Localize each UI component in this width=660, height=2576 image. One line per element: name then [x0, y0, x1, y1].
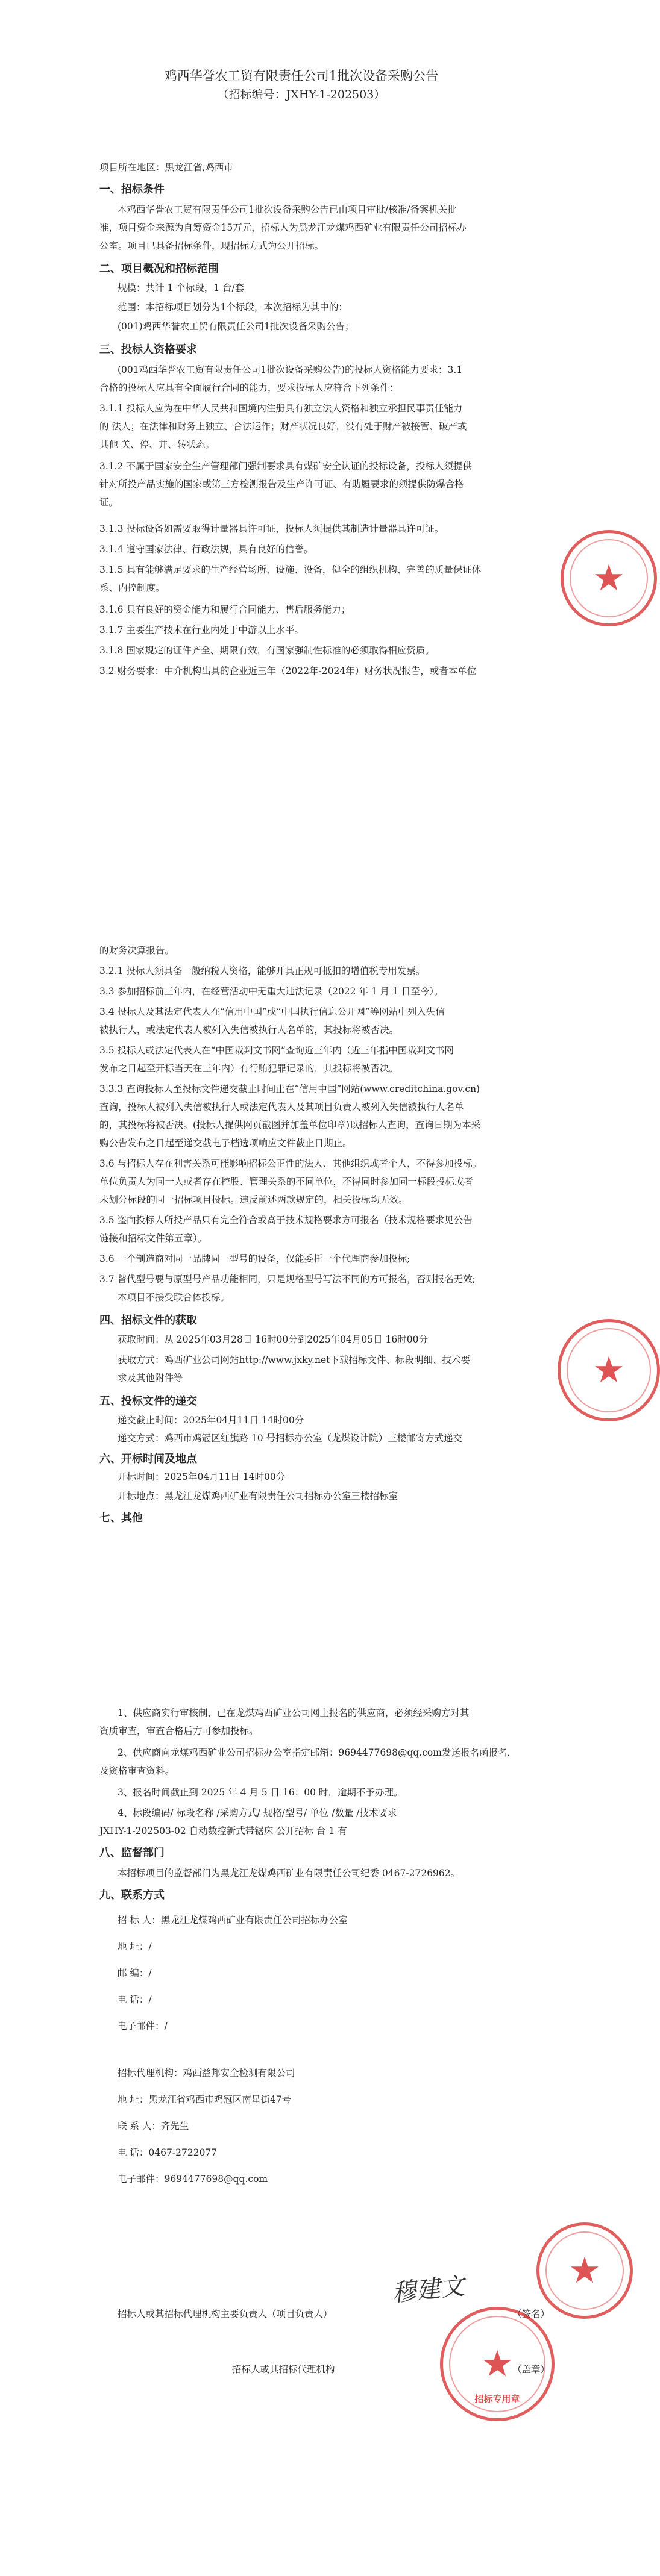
handwritten-signature: 穆建文	[391, 2272, 466, 2308]
text-line: 范围：本招标项目划分为1个标段，本次招标为其中的：	[118, 302, 348, 313]
text-line: (001鸡西华誉农工贸有限责任公司1批次设备采购公告)的投标人资格能力要求：3.1	[118, 364, 463, 375]
tenderer-postcode: 邮 编：/	[118, 1968, 152, 1979]
section-heading-opening: 六、开标时间及地点	[99, 1453, 197, 1465]
text-line: 3.4 投标人及其法定代表人在“信用中国”或“中国执行信息公开网”等网站中列入失信	[99, 1006, 445, 1017]
text-line: 2、供应商向龙煤鸡西矿业公司招标办公室指定邮箱：9694477698@qq.com发送报名函报名，	[118, 1747, 517, 1758]
text-line: 获取时间：从 2025年03月28日 16时00分到2025年04月05日 16时00分	[118, 1334, 428, 1345]
text-line: 获取方式：鸡西矿业公司网站http://www.jxky.net下载招标文件、标段明细、技术要	[118, 1355, 470, 1365]
text-line: 查询，投标人被列入失信被执行人或法定代表人及其项目负责人被列入失信被执行人名单	[99, 1102, 464, 1112]
seal-label: 招标专用章	[474, 2394, 520, 2404]
agent-email: 电子邮件：9694477698@qq.com	[118, 2174, 268, 2185]
text-line: (001)鸡西华誉农工贸有限责任公司1批次设备采购公告；	[118, 321, 354, 332]
text-line: 证。	[99, 497, 119, 508]
text-line: 准，项目资金来源为自筹资金15万元，招标人为黑龙江龙煤鸡西矿业有限责任公司招标办	[99, 222, 467, 233]
text-line: 1、供应商实行审核制，已在龙煤鸡西矿业公司网上报名的供应商，必须经采购方对其	[118, 1707, 470, 1718]
text-line: 3.1.8 国家规定的证件齐全、期限有效，有国家强制性标准的必须取得相应资质。	[99, 645, 435, 656]
tenderer-email: 电子邮件：/	[118, 2021, 168, 2032]
text-line: 发布之日起至开标当天在三年内）有行贿犯罪记录的，其投标将被否决。	[99, 1063, 399, 1074]
agent-address: 地 址：黑龙江省鸡西市鸡冠区南星街47号	[118, 2094, 292, 2105]
text-line: 购公告发布之日起至递交截电子档选项响应文件截止日期止。	[99, 1138, 352, 1149]
seal-star-icon: ★	[592, 1349, 625, 1391]
text-line: 3.1.5 具有能够满足要求的生产经营场所、设施、设备，健全的组织机构、完善的质量保证体	[99, 564, 482, 575]
signature-suffix: （签名）	[512, 2309, 550, 2319]
seal-stamp-top	[561, 530, 657, 626]
seal-star-icon: ★	[481, 2343, 514, 2385]
text-line: 的财务决算报告。	[99, 945, 175, 956]
section-heading-contacts: 九、联系方式	[99, 1889, 165, 1901]
text-line: 的 法人；在法律和财务上独立、合法运作；财产状况良好，没有处于财产被接管、破产或	[99, 421, 467, 432]
text-line: 3.1.3 投标设备如需要取得计量器具许可证，投标人须提供其制造计量器具许可证。	[99, 523, 444, 534]
section-heading-qualifications: 三、投标人资格要求	[99, 343, 197, 356]
section-heading-documents: 四、招标文件的获取	[99, 1314, 197, 1327]
seal-stamp-middle	[558, 1319, 660, 1421]
text-line: 3.1.1 投标人应为在中华人民共和国境内注册具有独立法人资格和独立承担民事责任能力	[99, 403, 463, 414]
text-line: 单位负责人为同一人或者存在控股、管理关系的不同单位，不得同时参加同一标段投标或者	[99, 1176, 474, 1187]
text-line: 4、标段编码/ 标段名称 /采购方式/ 规格/型号/ 单位 /数量 /技术要求	[118, 1807, 397, 1818]
section-heading-submission: 五、投标文件的递交	[99, 1395, 197, 1408]
text-line: JXHY-1-202503-02 自动数控新式带锯床 公开招标 台 1 有	[99, 1826, 347, 1836]
text-line: 合格的投标人应具有全面履行合同的能力，要求投标人应符合下列条件：	[99, 382, 399, 393]
section-heading-other: 七、其他	[99, 1512, 143, 1524]
text-line: 3.3.3 查询投标人至投标文件递交截止时间止在“信用中国”网站(www.creditchina.gov.cn)	[99, 1084, 480, 1094]
text-line: 3.6 一个制造商对同一品牌同一型号的设备，仅能委托一个代理商参加投标;	[99, 1253, 410, 1264]
text-line: 的，其投标将被否决。(投标人提供网页截图并加盖单位印章)以招标人查询，查询日期为本采	[99, 1120, 481, 1131]
text-line: 及资格审查资料。	[99, 1765, 175, 1776]
section-heading-conditions: 一、招标条件	[99, 183, 165, 196]
project-location: 项目所在地区：黑龙江省,鸡西市	[99, 162, 233, 173]
seal-star-icon: ★	[568, 2250, 601, 2292]
seal-star-icon: ★	[592, 557, 625, 599]
text-line: 3.1.4 遵守国家法律、行政法规，具有良好的信誉。	[99, 544, 313, 555]
text-line: 本鸡西华誉农工贸有限责任公司1批次设备采购公告已由项目审批/核准/备案机关批	[118, 204, 457, 215]
text-line: 3.5 投标人或法定代表人在“中国裁判文书网”查询近三年内（近三年指中国裁判文书网	[99, 1045, 454, 1056]
tenderer-phone: 电 话：/	[118, 1994, 152, 2005]
text-line: 3.2.1 投标人须具备一般纳税人资格，能够开具正规可抵扣的增值税专用发票。	[99, 965, 426, 976]
document-title: 鸡西华誉农工贸有限责任公司1批次设备采购公告	[164, 69, 439, 83]
tenderer-name: 招 标 人：黑龙江龙煤鸡西矿业有限责任公司招标办公室	[118, 1915, 348, 1926]
text-line: 本招标项目的监督部门为黑龙江龙煤鸡西矿业有限责任公司纪委 0467-2726962。	[118, 1868, 460, 1879]
text-line: 3.1.2 不属于国家安全生产管理部门强制要求具有煤矿安全认证的投标设备，投标人须提供	[99, 461, 472, 472]
text-line: 未划分标段的同一招标项目投标。违反前述两款规定的，相关投标均无效。	[99, 1194, 408, 1205]
seal-stamp-right	[536, 2222, 633, 2319]
text-line: 3.2 财务要求：中介机构出具的企业近三年（2022年-2024年）财务状况报告，或者本单位	[99, 666, 477, 676]
text-line: 3.3 参加招标前三年内，在经营活动中无重大违法记录（2022 年 1 月 1 日至今）。	[99, 986, 444, 997]
text-line: 3.7 替代型号要与原型号产品功能相同，只是规格型号写法不同的方可报名，否则报名无效;	[99, 1274, 476, 1285]
tenderer-address: 地 址：/	[118, 1941, 152, 1952]
text-line: 3.5 盗向投标人所投产品只有完全符合或高于技术规格要求方可报名（技术规格要求见公告	[99, 1215, 473, 1226]
agent-phone: 电 话：0467-2722077	[118, 2147, 218, 2158]
text-line: 链接和招标文件第五章）。	[99, 1233, 207, 1244]
agent-name: 招标代理机构：鸡西益邦安全检测有限公司	[118, 2068, 295, 2079]
text-line: 资质审查，审查合格后方可参加投标。	[99, 1726, 259, 1736]
text-line: 公室。项目已具备招标条件，现招标方式为公开招标。	[99, 240, 324, 251]
text-line: 3.1.6 具有良好的资金能力和履行合同能力、售后服务能力；	[99, 604, 351, 615]
section-heading-overview: 二、项目概况和招标范围	[99, 263, 219, 275]
text-line: 针对所投产品实施的国家或第三方检测报告及生产许可证、有助履要求的须提供防爆合格	[99, 479, 464, 490]
seal-suffix: （盖章）	[512, 2364, 550, 2375]
text-line: 3.6 与招标人存在利害关系可能影响招标公正性的法人、其他组织或者个人，不得参加投标。	[99, 1158, 482, 1169]
signature-line-responsible: 招标人或其招标代理机构主要负责人（项目负责人）	[118, 2309, 333, 2319]
text-line: 3、报名时间截止到 2025 年 4 月 5 日 16：00 时，逾期不予办理。	[118, 1787, 403, 1798]
text-line: 开标时间：2025年04月11日 14时00分	[118, 1471, 286, 1482]
tender-code: （招标编号：JXHY-1-202503）	[217, 88, 386, 101]
text-line: 递交截止时间：2025年04月11日 14时00分	[118, 1415, 304, 1426]
section-heading-supervision: 八、监督部门	[99, 1847, 165, 1859]
signature-line-organization: 招标人或其招标代理机构	[232, 2364, 335, 2375]
text-line: 系、内控制度。	[99, 582, 165, 593]
text-line: 其他 关、停、并、转状态。	[99, 439, 215, 450]
seal-stamp-tender	[440, 2307, 555, 2421]
text-line: 被执行人，或法定代表人被列入失信被执行人名单的，其投标将被否决。	[99, 1024, 399, 1035]
text-line: 求及其他附件等	[118, 1373, 183, 1383]
text-line: 开标地点：黑龙江龙煤鸡西矿业有限责任公司招标办公室三楼招标室	[118, 1491, 398, 1502]
text-line: 3.1.7 主要生产技术在行业内处于中游以上水平。	[99, 625, 304, 635]
text-line: 递交方式：鸡西市鸡冠区红旗路 10 号招标办公室（龙煤设计院）三楼邮寄方式递交	[118, 1433, 463, 1444]
text-line: 本项目不接受联合体投标。	[118, 1292, 230, 1303]
agent-contact: 联 系 人：齐先生	[118, 2121, 189, 2132]
text-line: 规模：共计 1 个标段，1 台/套	[118, 282, 245, 293]
